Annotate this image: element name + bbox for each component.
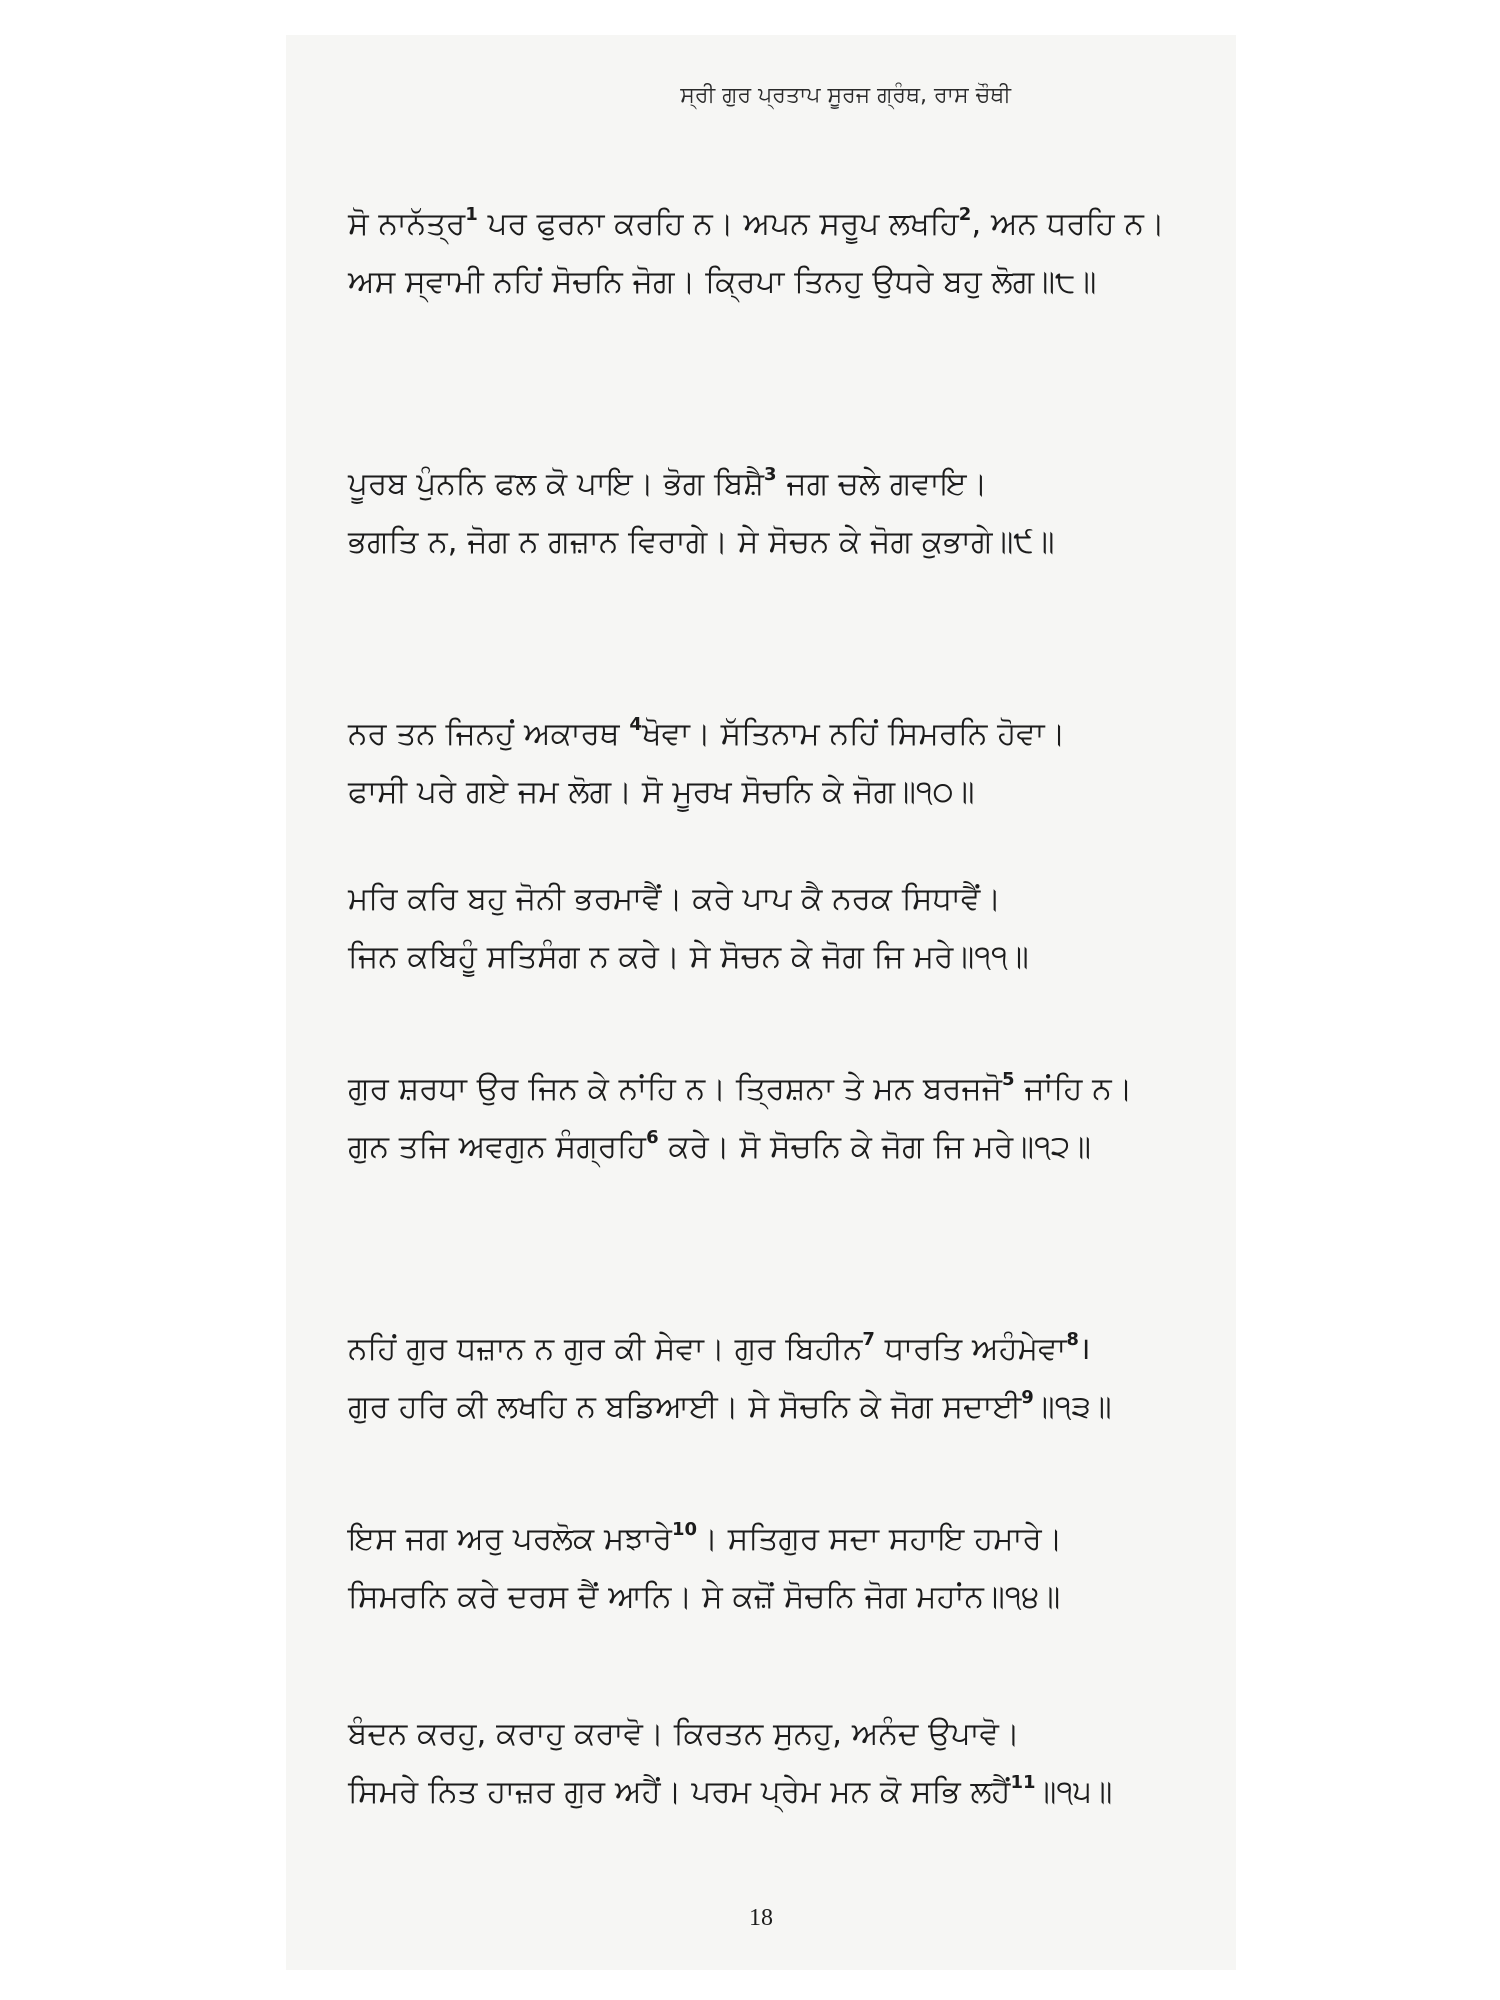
footnote-marker: 1 bbox=[465, 204, 478, 225]
book-page bbox=[286, 35, 1236, 1970]
verse-line bbox=[348, 763, 1065, 821]
verse-text: ਗੁਰ ਸ਼ਰਧਾ ਉਰ ਜਿਨ ਕੇ ਨਾਂਹਿ ਨ। ਤ੍ਰਿਸ਼ਨਾ ਤੇ ਮਨ ਬਰਜਜੋ bbox=[348, 1071, 1002, 1107]
verse-line bbox=[348, 253, 1165, 311]
footnote-marker: 11 bbox=[1010, 1772, 1036, 1793]
footnote-marker: 8 bbox=[1066, 1329, 1079, 1350]
verse-line bbox=[348, 1510, 1063, 1568]
verse-9 bbox=[348, 455, 1055, 571]
verse-text: ਇਸ ਜਗ ਅਰੁ ਪਰਲੋਕ ਮਝਾਰੇ bbox=[348, 1521, 672, 1557]
footnote-marker: 10 bbox=[672, 1519, 698, 1540]
verse-text: ਪੂਰਬ ਪੁੰਨਨਿ ਫਲ ਕੋ ਪਾਇ। ਭੋਗ ਬਿਸ਼ੈ bbox=[348, 466, 764, 502]
verse-15 bbox=[348, 1705, 1112, 1821]
verse-line bbox=[348, 195, 1165, 253]
verse-text: ਸਿਮਰਨਿ ਕਰੇ ਦਰਸ ਦੈਂ ਆਨਿ। ਸੇ ਕਜ਼ੋਂ ਸੋਚਨਿ ਜੋਗ ਮਹਾਂਨ॥੧੪॥ bbox=[348, 1579, 1061, 1615]
verse-line bbox=[348, 1568, 1063, 1626]
verse-text: ਫਾਸੀ ਪਰੇ ਗਏ ਜਮ ਲੋਗ। ਸੋ ਮੂਰਖ ਸੋਚਨਿ ਕੇ ਜੋਗ॥੧੦॥ bbox=[348, 774, 975, 810]
verse-text: । ਸਤਿਗੁਰ ਸਦਾ ਸਹਾਇ ਹਮਾਰੇ। bbox=[697, 1521, 1063, 1557]
verse-text: ਜਿਨ ਕਬਿਹੂੰ ਸਤਿਸੰਗ ਨ ਕਰੇ। ਸੇ ਸੋਚਨ ਕੇ ਜੋਗ ਜਿ ਮਰੇ॥੧੧॥ bbox=[348, 939, 1029, 975]
footnote-marker: 9 bbox=[1021, 1387, 1034, 1408]
verse-line bbox=[348, 870, 1029, 928]
verse-line bbox=[348, 455, 1055, 513]
verse-text: । bbox=[1078, 1331, 1091, 1367]
verse-text: ॥੧੫॥ bbox=[1035, 1774, 1113, 1810]
footnote-marker: 6 bbox=[646, 1127, 659, 1148]
footnote-marker: 2 bbox=[958, 204, 972, 225]
verse-8 bbox=[348, 195, 1165, 311]
verse-line bbox=[348, 1118, 1133, 1176]
verse-text: ਕਰੇ। ਸੋ ਸੋਚਨਿ ਕੇ ਜੋਗ ਜਿ ਮਰੇ॥੧੨॥ bbox=[658, 1129, 1092, 1165]
verse-line bbox=[348, 1320, 1112, 1378]
running-header: ਸ੍ਰੀ ਗੁਰ ਪ੍ਰਤਾਪ ਸੂਰਜ ਗ੍ਰੰਥ, ਰਾਸ ਚੌਥੀ bbox=[680, 83, 1011, 108]
verse-text: ਸਿਮਰੇ ਨਿਤ ਹਾਜ਼ਰ ਗੁਰ ਅਹੈਂ। ਪਰਮ ਪ੍ਰੇਮ ਮਨ ਕੋ ਸਭਿ ਲਹੈਂ bbox=[348, 1774, 1011, 1810]
verse-10 bbox=[348, 705, 1065, 821]
verse-text: ਨਰ ਤਨ ਜਿਨਹੁਂ ਅਕਾਰਥ bbox=[348, 716, 630, 752]
footnote-marker: 3 bbox=[764, 464, 777, 485]
footnote-marker: 4 bbox=[629, 714, 642, 735]
verse-text: ਅਸ ਸ੍ਵਾਮੀ ਨਹਿਂ ਸੋਚਨਿ ਜੋਗ। ਕ੍ਰਿਪਾ ਤਿਨਹੁ ਉਧਰੇ ਬਹੁ ਲੋਗ॥੮॥ bbox=[348, 264, 1097, 300]
verse-text: ਗੁਰ ਹਰਿ ਕੀ ਲਖਹਿ ਨ ਬਡਿਆਈ। ਸੇ ਸੋਚਨਿ ਕੇ ਜੋਗ ਸਦਾਈ bbox=[348, 1389, 1022, 1425]
verse-text: ਪਰ ਫੁਰਨਾ ਕਰਹਿ ਨ। ਅਪਨ ਸਰੂਪ ਲਖਹਿ bbox=[477, 206, 959, 242]
verse-text: ਧਾਰਤਿ ਅਹੰਮੇਵਾ bbox=[874, 1331, 1067, 1367]
verse-text: ਗੁਨ ਤਜਿ ਅਵਗੁਨ ਸੰਗ੍ਰਹਿ bbox=[348, 1129, 647, 1165]
verse-11 bbox=[348, 870, 1029, 986]
verse-12 bbox=[348, 1060, 1133, 1176]
verse-text: ਭਗਤਿ ਨ, ਜੋਗ ਨ ਗਜ਼ਾਨ ਵਿਰਾਗੇ। ਸੇ ਸੋਚਨ ਕੇ ਜੋਗ ਕੁਭਾਗੇ॥੯॥ bbox=[348, 524, 1055, 560]
verse-line bbox=[348, 1763, 1112, 1821]
footnote-marker: 5 bbox=[1002, 1069, 1015, 1090]
verse-line bbox=[348, 513, 1055, 571]
page-number: 18 bbox=[749, 1905, 773, 1931]
verse-text: ॥੧੩॥ bbox=[1033, 1389, 1112, 1425]
verse-text: ਜਾਂਹਿ ਨ। bbox=[1014, 1071, 1133, 1107]
verse-text: ਜਗ ਚਲੇ ਗਵਾਇ। bbox=[776, 466, 988, 502]
verse-text: ਬੰਦਨ ਕਰਹੁ, ਕਰਾਹੁ ਕਰਾਵੋ। ਕਿਰਤਨ ਸੁਨਹੁ, ਅਨੰਦ ਉਪਾਵੋ। bbox=[348, 1716, 1020, 1752]
verse-13 bbox=[348, 1320, 1112, 1436]
verse-line bbox=[348, 1378, 1112, 1436]
verse-text: , ਅਨ ਧਰਹਿ ਨ। bbox=[971, 206, 1165, 242]
verse-line bbox=[348, 1060, 1133, 1118]
verse-line bbox=[348, 928, 1029, 986]
verse-14 bbox=[348, 1510, 1063, 1626]
verse-text: ਮਰਿ ਕਰਿ ਬਹੁ ਜੋਨੀ ਭਰਮਾਵੈਂ। ਕਰੇ ਪਾਪ ਕੈ ਨਰਕ ਸਿਧਾਵੈਂ। bbox=[348, 881, 1002, 917]
footnote-marker: 7 bbox=[862, 1329, 875, 1350]
verse-text: ਖੋਵਾ। ਸੱਤਿਨਾਮ ਨਹਿਂ ਸਿਮਰਨਿ ਹੋਵਾ। bbox=[641, 716, 1066, 752]
verse-line bbox=[348, 705, 1065, 763]
verse-text: ਨਹਿਂ ਗੁਰ ਧਜ਼ਾਨ ਨ ਗੁਰ ਕੀ ਸੇਵਾ। ਗੁਰ ਬਿਹੀਨ bbox=[348, 1331, 863, 1367]
verse-text: ਸੋ ਨਾਨੱਤ੍ਰ bbox=[348, 206, 466, 242]
verse-line bbox=[348, 1705, 1112, 1763]
